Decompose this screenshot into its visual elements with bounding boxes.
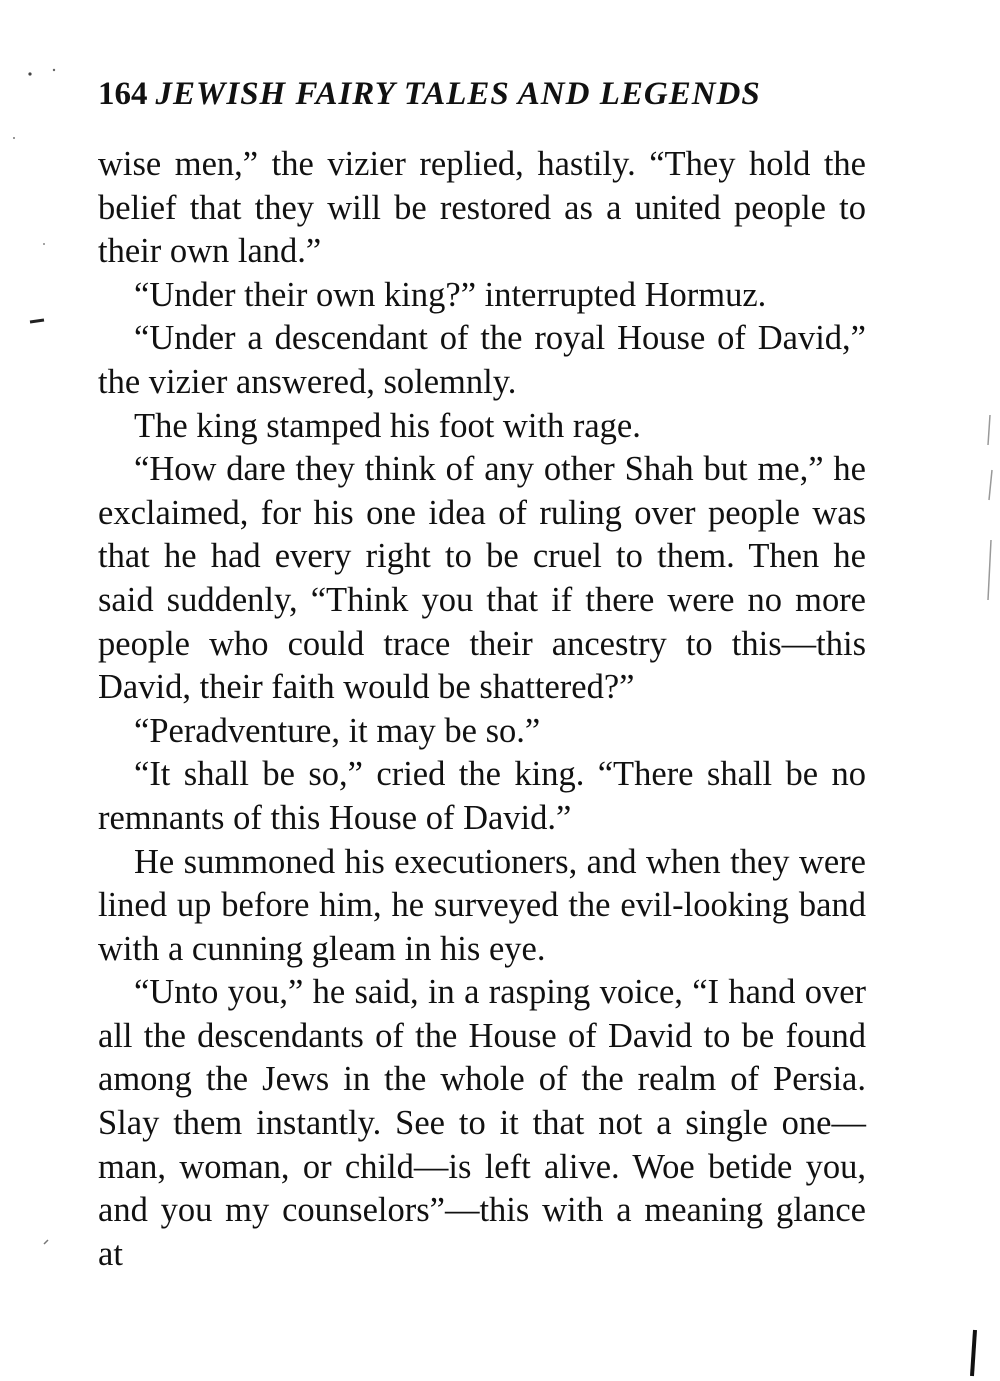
scan-speck <box>43 243 45 245</box>
page-number: 164 <box>98 76 148 112</box>
scan-speck <box>13 137 15 139</box>
paragraph: “Peradventure, it may be so.” <box>134 711 541 750</box>
scan-speck <box>30 320 44 322</box>
scan-speck <box>44 1240 48 1244</box>
paragraph: The king stamped his foot with rage. <box>134 406 641 445</box>
page-header <box>98 74 878 114</box>
paragraph: “Under a descendant of the royal House of David,” the vizier answered, solemnly. <box>98 319 866 401</box>
paragraph: “Unto you,” he said, in a rasping voice, “I hand over all the descendants of the House of David to be found among the Jews in the whole of the realm of Persia. Slay them instantly. See to it that not a single one—man, woman, or child—is left alive. Woe betide you, and you my counselors”—this with a meaning glance at <box>98 973 866 1273</box>
paragraph: “Under their own king?” interrupted Hormuz. <box>134 275 767 314</box>
scan-edge-mark <box>972 1330 975 1376</box>
body-text <box>98 143 866 1276</box>
paragraph: “It shall be so,” cried the king. “There shall be no remnants of this House of David.” <box>98 755 866 837</box>
scan-speck <box>28 72 31 75</box>
scan-speck <box>53 69 55 71</box>
paragraph: He summoned his executioners, and when they were lined up before him, he surveyed the evil-looking band with a cunning gleam in his eye. <box>98 842 866 968</box>
paragraph: wise men,” the vizier replied, hastily. “They hold the belief that they will be restored as a united people to their own land.” <box>98 145 866 271</box>
scan-edge-mark <box>988 415 992 600</box>
paragraph: “How dare they think of any other Shah but me,” he exclaimed, for his one idea of ruling over people was that he had every right to be cruel to them. Then he said suddenly, “Think you that if there were no more people who could trace their ancestry to this—this David, their faith would be shattered?” <box>98 450 866 707</box>
running-title: JEWISH FAIRY TALES AND LEGENDS <box>155 76 761 112</box>
